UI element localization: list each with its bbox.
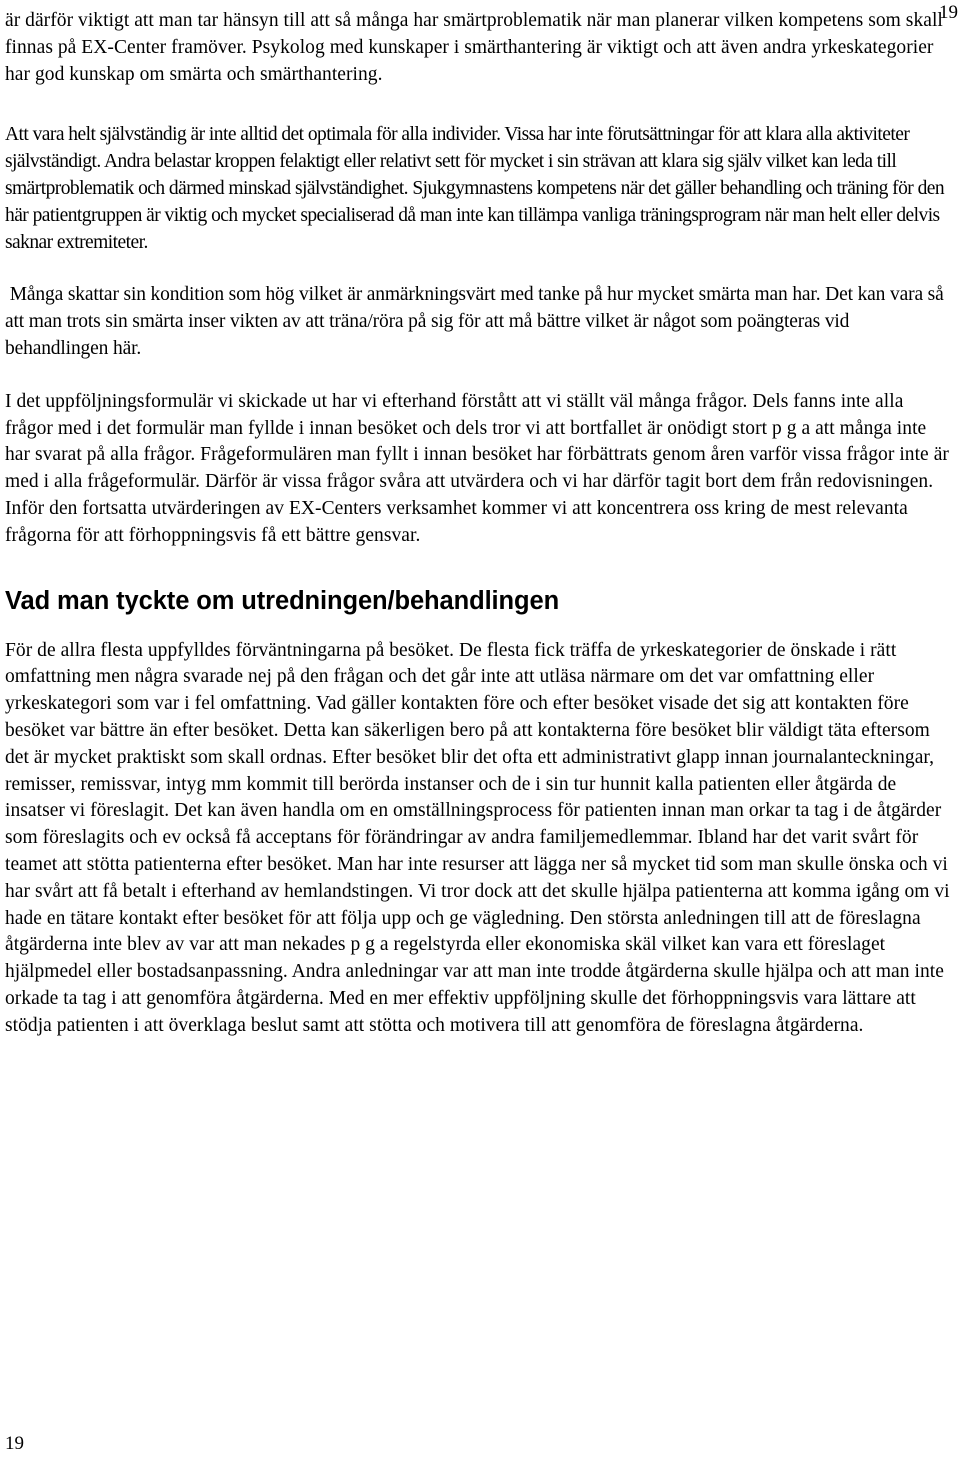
paragraph-independence: Att vara helt självständig är inte alltid det optimala för alla individer. Vissa har inte förutsättningar för att klara alla aktiviteter självständigt. Andra belastar kroppen felaktigt eller relativt sett för mycket i sin strävan att klara sig själv vilket kan leda till smärtproblematik och därmed minskad självständighet. Sjukgymnastens kompetens när det gäller behandling och träning för den här patientgruppen är viktig och mycket specialiserad då man inte kan tillämpa vanliga träningsprogram när man helt eller delvis saknar extremiteter. (5, 124, 945, 253)
paragraph-expectations: För de allra flesta uppfylldes förväntningarna på besöket. De flesta fick träffa de yrkeskategorier de önskade i rätt omfattning men några svarade nej på den frågan och det går inte att utläsa närmare om det var omfattning eller yrkeskategori som var i fel omfattning. Vad gäller kontakten före och efter besöket visade det sig att kontakten före besöket var bättre än efter besöket. Detta kan säkerligen bero på att kontakterna före besöket blir väldigt täta eftersom det är mycket praktiskt som skall ordnas. Efter besöket blir det ofta ett administrativt glapp innan journalanteckningar, remisser, remissvar, intyg mm kommit till berörda instanser och de i sin tur hunnit kalla patienten eller åtgärda de insatser vi föreslagit. Det kan även handla om en omställningsprocess för patienten innan man orkar ta tag i de åtgärder som föreslagits och ev också få acceptans för förändringar av andra familjemedlemmar. Ibland har det varit svårt för teamet att stötta patienterna efter besöket. Man har inte resurser att lägga ner så mycket tid som man skulle önska och vi har svårt att få betalt i efterhand av hemlandstingen. Vi tror dock att det skulle hjälpa patienterna att komma igång om vi hade en tätare kontakt efter besöket för att följa upp och ge vägledning. Den största anledningen till att de föreslagna åtgärderna inte blev av var att man nekades p g a regelstyrda eller ekonomiska skäl vilket kan vara ett föreslaget hjälpmedel eller bostadsanpassning. Andra anledningar var att man inte trodde åtgärderna skulle hjälpa och att man inte orkade ta tag i att genomföra åtgärderna. Med en mer effektiv uppföljning skulle det förhoppningsvis vara lättare att stödja patienten i att överklaga beslut samt att stötta och motivera till att genomföra de föreslagna åtgärderna. (5, 639, 950, 1036)
page-number-top: 19 (939, 2, 958, 23)
section-heading: Vad man tyckte om utredningen/behandlingen (5, 586, 560, 615)
document-body (5, 8, 951, 1040)
paragraph-followup-form: I det uppföljningsformulär vi skickade ut har vi efterhand förstått att vi ställt väl många frågor. Dels fanns inte alla frågor med i det formulär man fyllde i innan besöket och dels tror vi att bortfallet är onödigt stort p g a att många inte har svarat på alla frågor. Frågeformulären man fyllt i innan besöket har förbättrats genom åren varför vissa frågor inte är med i alla frågeformulär. Därför är vissa frågor svåra att utvärdera och vi har därför tagit bort dem från redovisningen. Inför den fortsatta utvärderingen av EX-Centers verksamhet kommer vi att koncentrera oss kring de mest relevanta frågorna för att förhoppningsvis få ett bättre gensvar. (5, 390, 949, 546)
paragraph-condition: Många skattar sin kondition som hög vilket är anmärkningsvärt med tanke på hur mycket smärta man har. Det kan vara så att man trots sin smärta inser vikten av att träna/röra på sig för att må bättre vilket är något som poängteras vid behandlingen här. (5, 284, 949, 359)
paragraph-intro: är därför viktigt att man tar hänsyn till att så många har smärtproblematik när man planerar vilken kompetens som skall finnas på EX-Center framöver. Psykolog med kunskaper i smärthantering är viktigt och att även andra yrkeskategorier har god kunskap om smärta och smärthantering. (5, 10, 943, 85)
page-number-bottom: 19 (5, 1433, 24, 1454)
